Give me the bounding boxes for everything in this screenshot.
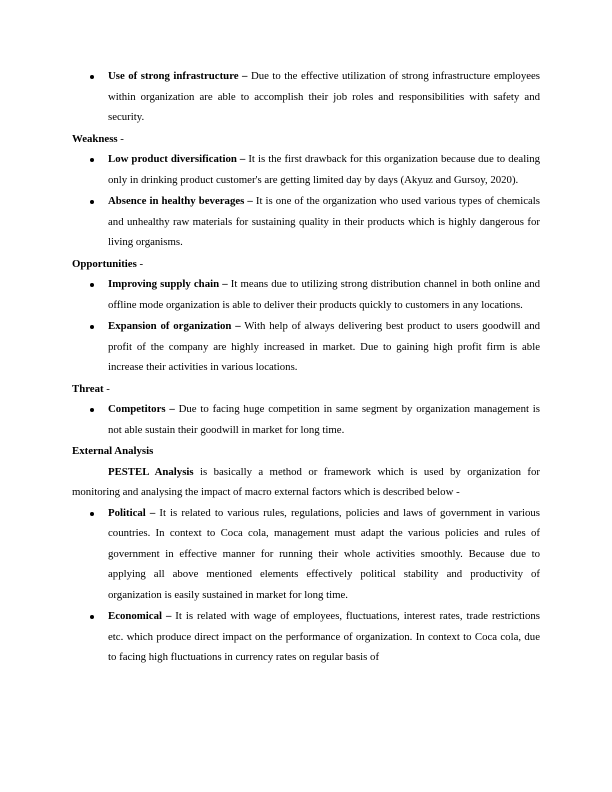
external-analysis-heading: External Analysis bbox=[72, 445, 154, 457]
item-text: It is one of the organization who used various types of chemicals and unhealthy raw materials for sustaining quality in their products which is highly dangerous for living organisms. bbox=[108, 195, 540, 248]
item-term: Political – bbox=[108, 506, 156, 519]
item-text: It is the first drawback for this organization because due to dealing only in drinking product customer's are getting limited day by days (Akyuz and Gursoy, 2020). bbox=[108, 153, 541, 186]
opportunities-heading: Opportunities - bbox=[72, 257, 144, 270]
page-content bbox=[72, 66, 540, 669]
bullet-icon bbox=[90, 200, 94, 204]
pestel-term: PESTEL Analysis bbox=[108, 465, 194, 478]
item-text: It is related with wage of employees, fluctuations, interest rates, trade restrictions etc. which produce direct impact on the performance of organization. In context to Coca cola, due to facing high fluctuations in currency rates on regular basis of bbox=[108, 610, 540, 663]
bullet-icon bbox=[90, 283, 94, 287]
pestel-list bbox=[72, 503, 540, 668]
item-term: Competitors – bbox=[108, 403, 175, 415]
list-item bbox=[72, 191, 540, 253]
bullet-icon bbox=[90, 325, 94, 329]
list-item bbox=[72, 606, 540, 668]
bullet-icon bbox=[90, 512, 94, 516]
weakness-list bbox=[72, 149, 540, 253]
item-term: Use of strong infrastructure – bbox=[108, 70, 248, 82]
bullet-icon bbox=[90, 158, 94, 162]
item-term: Expansion of organization – bbox=[108, 320, 241, 332]
item-term: Low product diversification – bbox=[108, 153, 246, 165]
item-term: Improving supply chain – bbox=[108, 278, 228, 290]
list-item bbox=[72, 316, 540, 378]
opportunities-list bbox=[72, 274, 540, 378]
threat-list bbox=[72, 399, 540, 440]
list-item bbox=[72, 274, 540, 315]
list-item bbox=[72, 149, 540, 190]
item-term: Economical – bbox=[108, 610, 172, 622]
item-text: Due to the effective utilization of strong infrastructure employees within organization are able to accomplish their job roles and responsibilities with safety and security. bbox=[108, 70, 541, 123]
item-text: With help of always delivering best product to users goodwill and profit of the company are highly increased in market. Due to gaining high profit firm is able increase their activities in various locations. bbox=[108, 320, 540, 373]
strengths-continued-list bbox=[72, 66, 540, 128]
weakness-heading: Weakness - bbox=[72, 132, 124, 145]
item-text: It is related to various rules, regulations, policies and laws of government in various countries. In context to Coca cola, management must adapt the various policies and rules of government in effective manner for running their whole activities smoothly. Because due to applying all above mentioned elements effectively political stability and productivity of organization is easily sustained in market for long time. bbox=[108, 506, 540, 601]
list-item bbox=[72, 66, 540, 128]
list-item bbox=[72, 399, 540, 440]
item-text: Due to facing huge competition in same segment by organization management is not able sustain their goodwill in market for long time. bbox=[108, 403, 541, 436]
bullet-icon bbox=[90, 408, 94, 412]
bullet-icon bbox=[90, 75, 94, 79]
pestel-intro-paragraph bbox=[72, 462, 540, 503]
threat-heading: Threat - bbox=[72, 382, 110, 395]
item-term: Absence in healthy beverages – bbox=[108, 195, 253, 207]
bullet-icon bbox=[90, 615, 94, 619]
list-item bbox=[72, 503, 540, 606]
item-text: It means due to utilizing strong distribution channel in both online and offline mode organization is able to deliver their products quickly to customers in any locations. bbox=[108, 278, 540, 311]
pestel-intro-text: is basically a method or framework which is used by organization for monitoring and analysing the impact of macro external factors which is described below - bbox=[72, 465, 540, 498]
